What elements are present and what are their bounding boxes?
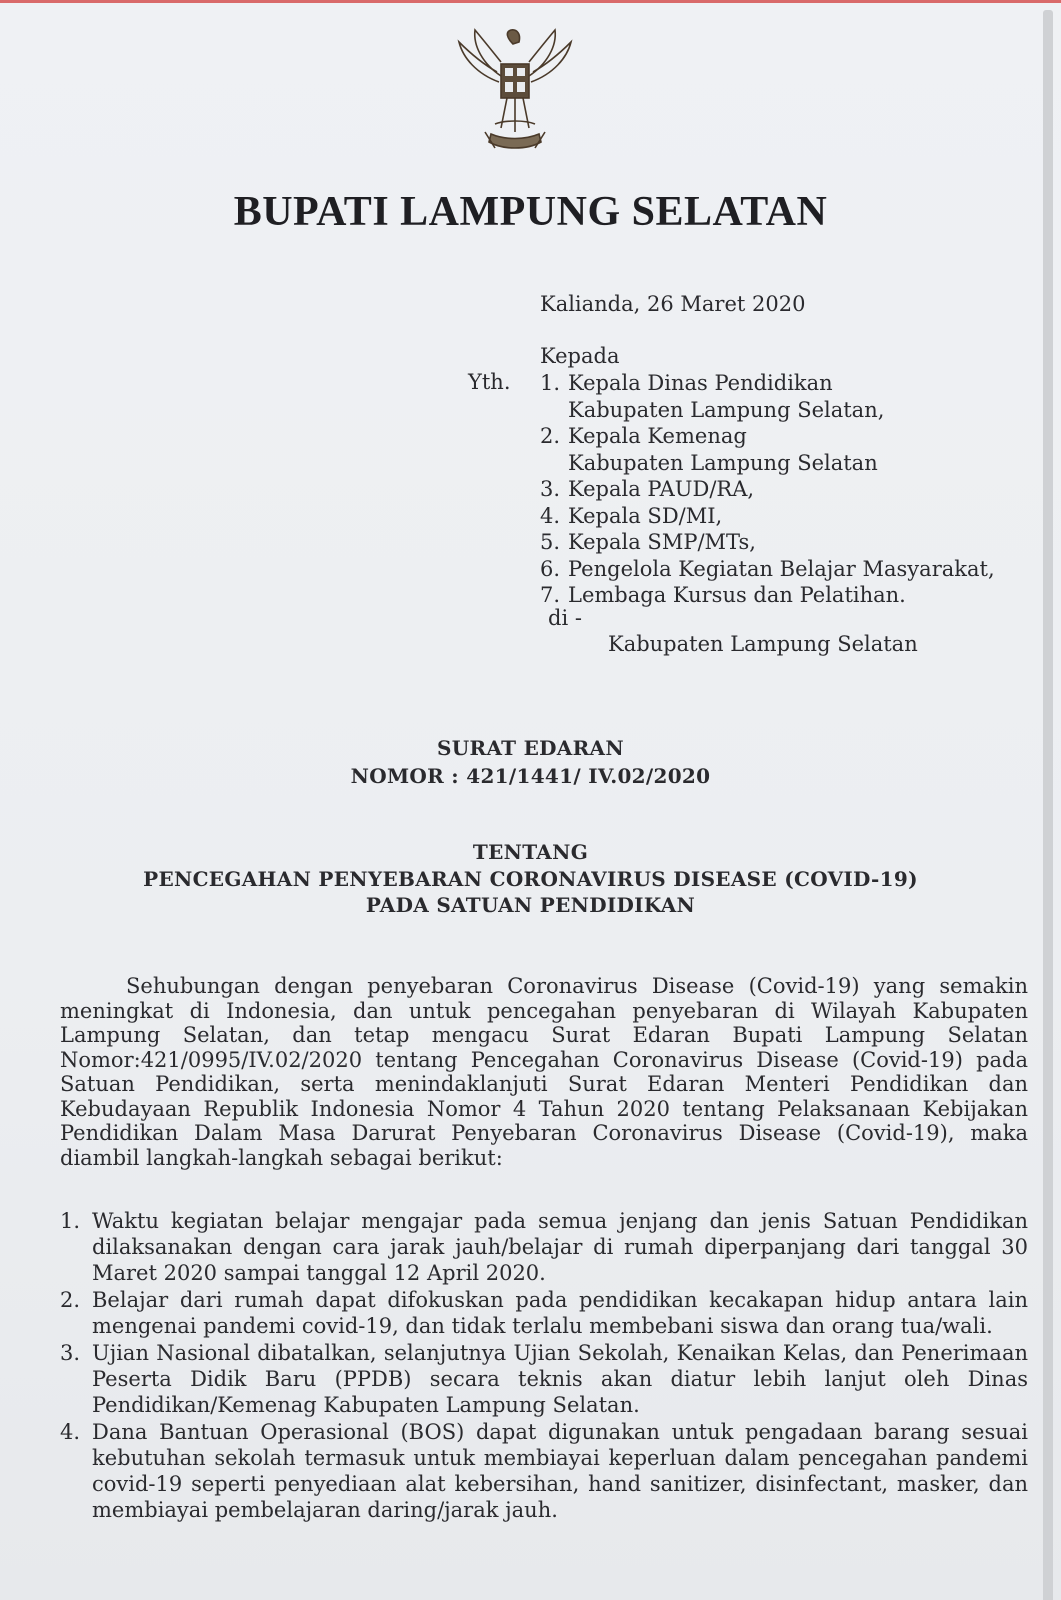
destination: Kabupaten Lampung Selatan <box>608 632 918 656</box>
point-item-text: Dana Bantuan Operasional (BOS) dapat digunakan untuk pengadaan barang sesuai kebutuhan sekolah termasuk untuk membiayai keperluan dalam pencegahan pandemi covid-19 seperti penyediaan alat kebersihan, hand sanitizer, disinfectant, masker, dan membiayai pembelajaran daring/jarak jauh. <box>92 1420 1028 1522</box>
point-item <box>60 1287 1028 1339</box>
about-line-2: PADA SATUAN PENDIDIKAN <box>365 893 696 917</box>
recipient-item-number: 6. <box>540 556 561 581</box>
recipient-item-text: Kepala SD/MI, <box>568 503 723 528</box>
recipient-item-number: 5. <box>540 530 561 554</box>
point-item-number: 2. <box>60 1288 81 1312</box>
point-item-number: 1. <box>60 1209 81 1233</box>
recipient-item-text: Pengelola Kegiatan Belajar Masyarakat, <box>568 556 995 581</box>
point-item-text: Belajar dari rumah dapat difokuskan pada pendidikan kecakapan hidup antara lain mengenai pandemi covid-19, dan tidak terlalu membebani siswa dan orang tua/wali. <box>92 1288 1028 1338</box>
recipient-item-text: Kepala Dinas Pendidikan Kabupaten Lampung Selatan, <box>568 371 885 422</box>
point-item-number: 3. <box>60 1341 81 1365</box>
points-list <box>60 1208 1028 1524</box>
about-line-1: PENCEGAHAN PENYEBARAN CORONAVIRUS DISEASE (COVID-19) <box>143 867 918 891</box>
scrollbar[interactable] <box>1043 10 1053 1600</box>
recipient-item-text: Kepala SMP/MTs, <box>568 530 756 554</box>
yth-label: Yth. <box>468 370 511 394</box>
point-item <box>60 1208 1028 1286</box>
recipient-item-number: 3. <box>540 477 561 501</box>
circular-number: NOMOR : 421/1441/ IV.02/2020 <box>350 764 711 788</box>
garuda-emblem-icon <box>455 24 575 164</box>
recipient-item-text: Kepala PAUD/RA, <box>568 477 755 501</box>
about-label: TENTANG <box>472 840 589 864</box>
recipient-item <box>540 556 995 583</box>
point-item-text: Ujian Nasional dibatalkan, selanjutnya Ujian Sekolah, Kenaikan Kelas, dan Penerimaan Peserta Didik Baru (PPDB) secara teknis akan diatur lebih lanjut oleh Dinas Pendidikan/Kemenag Kabupaten Lampung Selatan. <box>92 1341 1028 1417</box>
recipient-item <box>540 582 995 609</box>
recipient-item-number: 4. <box>540 503 561 528</box>
point-item-text: Waktu kegiatan belajar mengajar pada semua jenjang dan jenis Satuan Pendidikan dilaksanakan dengan cara jarak jauh/belajar di rumah diperpanjang dari tanggal 30 Maret 2020 sampai tanggal 12 April 2020. <box>92 1209 1028 1285</box>
recipient-item-number: 2. <box>540 424 561 448</box>
recipient-item <box>540 503 995 530</box>
organization-title: BUPATI LAMPUNG SELATAN <box>233 189 828 235</box>
di-label: di - <box>548 606 582 630</box>
recipient-item <box>540 370 995 423</box>
recipient-item-number: 7. <box>540 583 561 607</box>
top-border <box>0 0 1061 3</box>
point-item-number: 4. <box>60 1420 81 1444</box>
circular-title: SURAT EDARAN <box>437 736 624 760</box>
recipient-item <box>540 529 995 556</box>
recipient-item <box>540 476 995 503</box>
place-date: Kalianda, 26 Maret 2020 <box>540 292 806 316</box>
to-label: Kepada <box>540 344 620 368</box>
recipient-item-number: 1. <box>540 371 561 395</box>
recipient-item-text: Kepala Kemenag Kabupaten Lampung Selatan <box>568 424 878 475</box>
recipient-list <box>540 370 995 609</box>
recipient-item-text: Lembaga Kursus dan Pelatihan. <box>568 583 906 607</box>
point-item <box>60 1419 1028 1523</box>
recipient-item <box>540 423 995 476</box>
intro-paragraph: Sehubungan dengan penyebaran Coronavirus Disease (Covid-19) yang semakin meningkat di Indonesia, dan untuk pencegahan penyebaran di Wilayah Kabupaten Lampung Selatan, dan tetap mengacu Surat Edaran Bupati Lampung Selatan Nomor:421/0995/IV.02/2020 tentang Pencegahan Coronavirus Disease (Covid-19) pada Satuan Pendidikan, serta menindaklanjuti Surat Edaran Menteri Pendidikan dan Kebudayaan Republik Indonesia Nomor 4 Tahun 2020 tentang Pelaksanaan Kebijakan Pendidikan Dalam Masa Darurat Penyebaran Coronavirus Disease (Covid-19), maka diambil langkah-langkah sebagai berikut: <box>60 974 1028 1170</box>
point-item <box>60 1340 1028 1418</box>
